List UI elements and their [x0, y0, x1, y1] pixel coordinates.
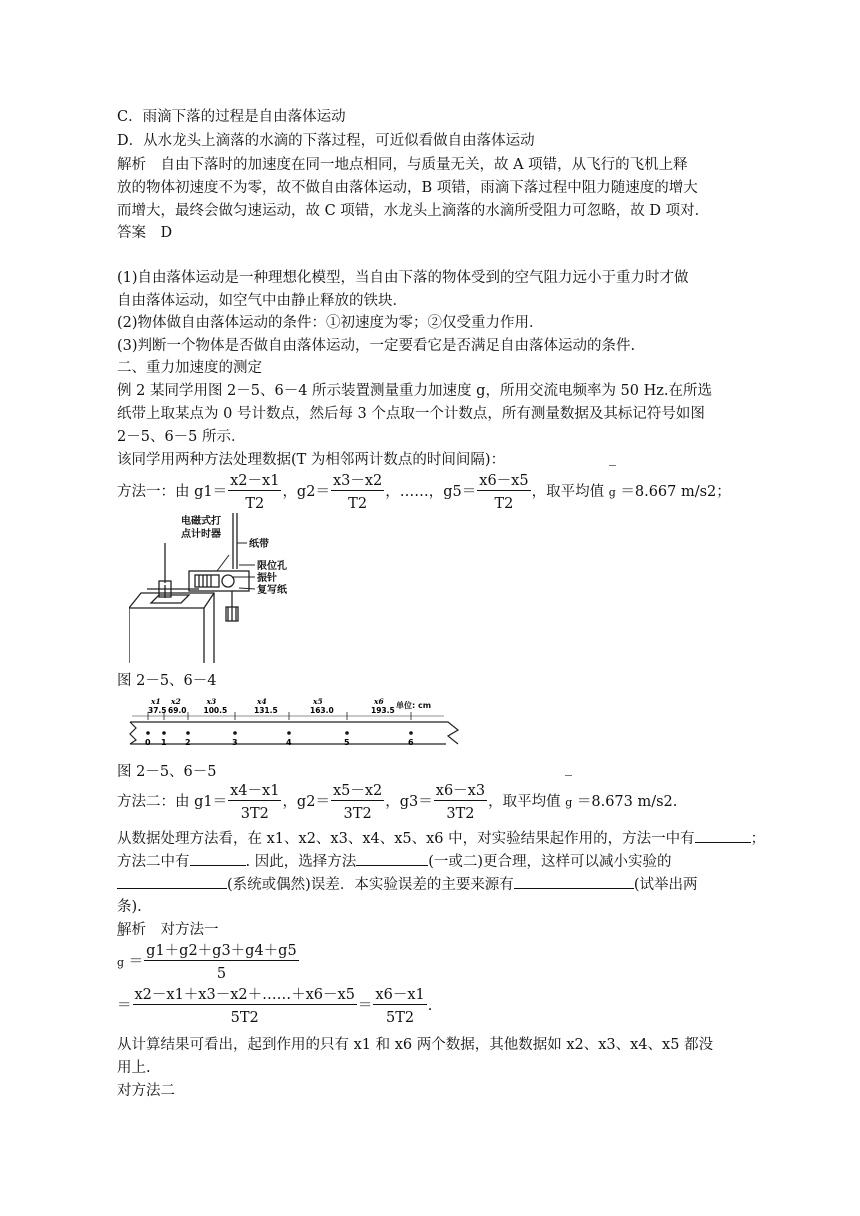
answer-blank-5[interactable] [514, 874, 634, 889]
derivation-line-2: ＝ $\frac{x2-x1+x3-x2+\dots\dots+x6-x5}{5T2}$ ＝ $\frac{x6-x1}{5T2}$ . [117, 986, 433, 1026]
fraction: $\frac{x6-x3}{3T2}$ [435, 782, 486, 822]
tape-segment-name: x5 [313, 697, 323, 706]
fraction: $\frac{x2-x1}{T2}$ [230, 472, 280, 512]
apparatus-figure [129, 513, 309, 668]
tape-dot [287, 731, 291, 735]
analysis-line-1: 解析 自由下落时的加速度在同一地点相同，与质量无关，故 A 项错，从飞行的飞机上释 [117, 157, 688, 173]
method-one: 方法一：由 g1＝ $\frac{x2-x1}{T2}$ ，g2＝ $\frac{x3-x2}{T2}$ ，……，g5＝ $\frac{x6-x5}{T2}$ ，取平均值 g ＝8.667 m/s2； [117, 470, 731, 515]
tape-dot [409, 731, 413, 735]
question-line-c: (系统或偶然)误差．本实验误差的主要来源有 (试举出两 [117, 874, 697, 895]
tape-dot [233, 731, 237, 735]
tape-segment-value: 100.5 [203, 706, 228, 715]
tape-segment-value: 163.0 [310, 706, 334, 715]
result-line-2: 用上. [117, 1060, 151, 1076]
figure-1-caption: 图 2－5、6－4 [117, 673, 217, 689]
figure-2-caption: 图 2－5、6－5 [117, 764, 217, 780]
note-1b: 自由落体运动，如空气中由静止释放的铁块． [117, 293, 407, 309]
fraction: $\frac{x2-x1+x3-x2+\dots\dots+x6-x5}{5T2}$ [134, 986, 355, 1026]
label-tape: 纸带 [249, 539, 269, 550]
tape-dot [345, 731, 349, 735]
answer-blank-2[interactable] [190, 851, 246, 866]
question-line-b: 方法二中有 . 因此，选择方法 (一或二)更合理，这样可以减小实验的 [117, 851, 672, 872]
label-timer-1: 电磁式打 [181, 516, 221, 527]
note-3: (3)判断一个物体是否做自由落体运动，一定要看它是否满足自由落体运动的条件. [117, 338, 636, 354]
example-2-line-d: 该同学用两种方法处理数据(T 为相邻两计数点的时间间隔)： [117, 452, 506, 468]
option-d: D．从水龙头上滴落的水滴的下落过程，可近似看做自由落体运动 [117, 133, 535, 149]
label-needle: 振针 [257, 573, 277, 584]
tape-segment-name: x6 [374, 697, 384, 706]
option-c: C．雨滴下落的过程是自由落体运动 [117, 109, 346, 125]
tape-dot [146, 731, 150, 735]
tape-segment-name: x4 [257, 697, 267, 706]
tape-point-label: 1 [161, 738, 167, 747]
tape-segment-value: 69.0 [168, 706, 187, 715]
fraction: $\frac{x5-x2}{3T2}$ [332, 782, 383, 822]
example-2-line-a: 例 2 某同学用图 2－5、6－4 所示装置测量重力加速度 g，所用交流电频率为 50 Hz.在所选 [117, 383, 713, 399]
tape-segment-name: x1 [151, 697, 161, 706]
answer-line: 答案 D [117, 225, 173, 241]
fraction: $\frac{x3-x2}{T2}$ [332, 472, 383, 512]
question-line-a: 从数据处理方法看，在 x1、x2、x3、x4、x5、x6 中，对实验结果起作用的，方法一中有 ； [117, 828, 765, 849]
method-two: 方法二：由 g1＝ $\frac{x4-x1}{3T2}$ ，g2＝ $\frac{x5-x2}{3T2}$ ，g3＝ $\frac{x6-x3}{3T2}$ ，取平均值 g ＝8.673 m/s2. [117, 780, 677, 825]
question-line-d: 条). [117, 899, 142, 915]
section-heading: 二、重力加速度的测定 [117, 360, 262, 376]
fraction: $\frac{x4-x1}{3T2}$ [230, 782, 280, 822]
label-timer-2: 点计时器 [181, 529, 221, 540]
tape-segment-value: 37.5 [148, 706, 167, 715]
example-2-line-b: 纸带上取某点为 0 号计数点，然后每 3 个点取一个计数点，所有测量数据及其标记符号如图 [117, 406, 705, 422]
answer-blank-3[interactable] [356, 851, 428, 866]
tape-point-label: 5 [344, 738, 350, 747]
g-bar-symbol: g [609, 471, 616, 515]
solution-method-two: 对方法二 [117, 1083, 175, 1099]
fraction: $\frac{g1+g2+g3+g4+g5}{5}$ [146, 942, 297, 982]
label-carbon: 复写纸 [257, 585, 287, 596]
g-bar-symbol: g [565, 781, 572, 825]
tape-point-label: 6 [408, 738, 414, 747]
tape-figure [128, 696, 460, 752]
tape-segment-name: x3 [206, 697, 217, 706]
answer-blank-1[interactable] [695, 828, 751, 843]
label-hole: 限位孔 [257, 561, 287, 572]
tape-segment-name: x2 [171, 697, 181, 706]
tape-dot [162, 731, 166, 735]
analysis-line-2: 放的物体初速度不为零，故不做自由落体运动，B 项错，雨滴下落过程中阻力随速度的增大 [117, 180, 698, 196]
fraction: $\frac{x6-x5}{T2}$ [479, 472, 529, 512]
tape-segment-value: 131.5 [254, 706, 278, 715]
solution-method-one: 解析 对方法一 [117, 922, 219, 938]
tape-segment-value: 193.5 [371, 706, 395, 715]
fraction: $\frac{x6-x1}{5T2}$ [375, 986, 425, 1026]
derivation-line-1: g ＝ $\frac{g1+g2+g3+g4+g5}{5}$ [117, 940, 300, 985]
tape-unit: 单位: cm [396, 701, 432, 710]
answer-blank-4[interactable] [117, 874, 227, 889]
tape-point-label: 4 [286, 738, 292, 747]
note-1a: (1)自由落体运动是一种理想化模型，当自由下落的物体受到的空气阻力远小于重力时才做 [117, 270, 689, 286]
tape-dot [186, 731, 190, 735]
tape-point-label: 0 [145, 738, 151, 747]
g-bar-symbol: g [117, 941, 124, 985]
tape-point-label: 2 [185, 738, 191, 747]
note-2: (2)物体做自由落体运动的条件：①初速度为零；②仅受重力作用． [117, 315, 544, 331]
tape-point-label: 3 [232, 738, 238, 747]
example-2-line-c: 2－5、6－5 所示． [117, 429, 246, 445]
result-line-1: 从计算结果可看出，起到作用的只有 x1 和 x6 两个数据，其他数据如 x2、x3、x4、x5 都没 [117, 1037, 714, 1053]
analysis-line-3: 而增大，最终会做匀速运动，故 C 项错，水龙头上滴落的水滴所受阻力可忽略，故 D 项对． [117, 203, 710, 219]
